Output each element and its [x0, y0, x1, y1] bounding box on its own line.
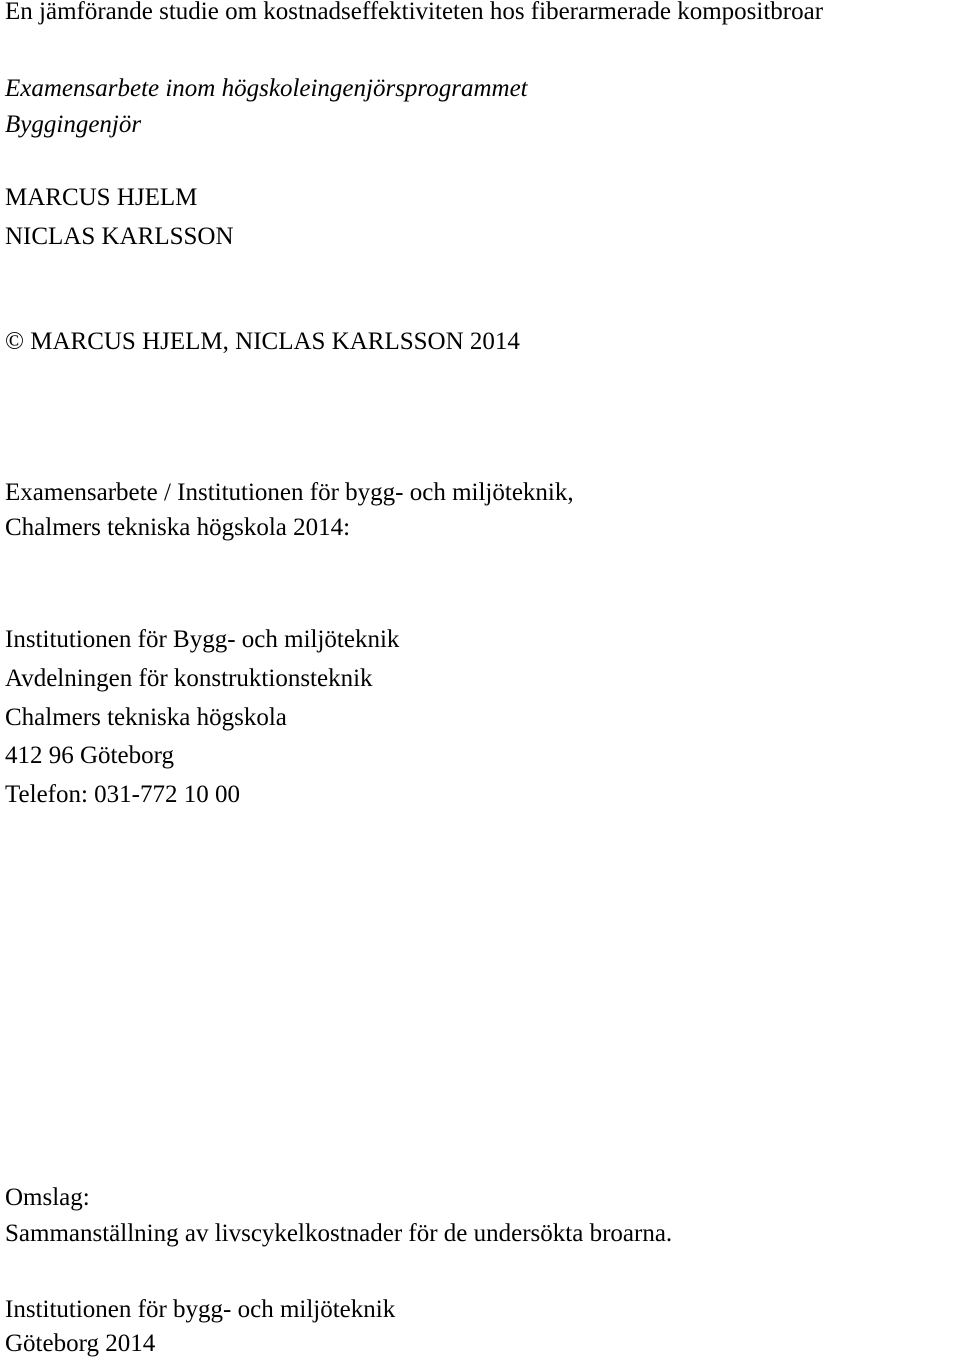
footer-place-year: Göteborg 2014: [5, 1330, 156, 1357]
address-division: Avdelningen för konstruktionsteknik: [5, 665, 373, 692]
cover-label: Omslag:: [5, 1184, 90, 1211]
author-1: MARCUS HJELM: [5, 184, 198, 211]
cover-caption: Sammanställning av livscykelkostnader för de undersökta broarna.: [5, 1220, 673, 1247]
copyright-notice: © MARCUS HJELM, NICLAS KARLSSON 2014: [5, 328, 520, 355]
address-postal: 412 96 Göteborg: [5, 742, 174, 769]
program-line-2: Byggingenjör: [5, 111, 142, 138]
series-line-1: Examensarbete / Institutionen för bygg- och miljöteknik,: [5, 479, 574, 506]
document-title: En jämförande studie om kostnadseffektiviteten hos fiberarmerade kompositbroar: [5, 0, 824, 25]
address-university: Chalmers tekniska högskola: [5, 704, 287, 731]
series-line-2: Chalmers tekniska högskola 2014:: [5, 514, 351, 541]
address-phone: Telefon: 031-772 10 00: [5, 781, 241, 808]
address-department: Institutionen för Bygg- och miljöteknik: [5, 626, 400, 653]
footer-department: Institutionen för bygg- och miljöteknik: [5, 1296, 396, 1323]
program-line-1: Examensarbete inom högskoleingenjörsprogrammet: [5, 75, 528, 102]
author-2: NICLAS KARLSSON: [5, 223, 234, 250]
